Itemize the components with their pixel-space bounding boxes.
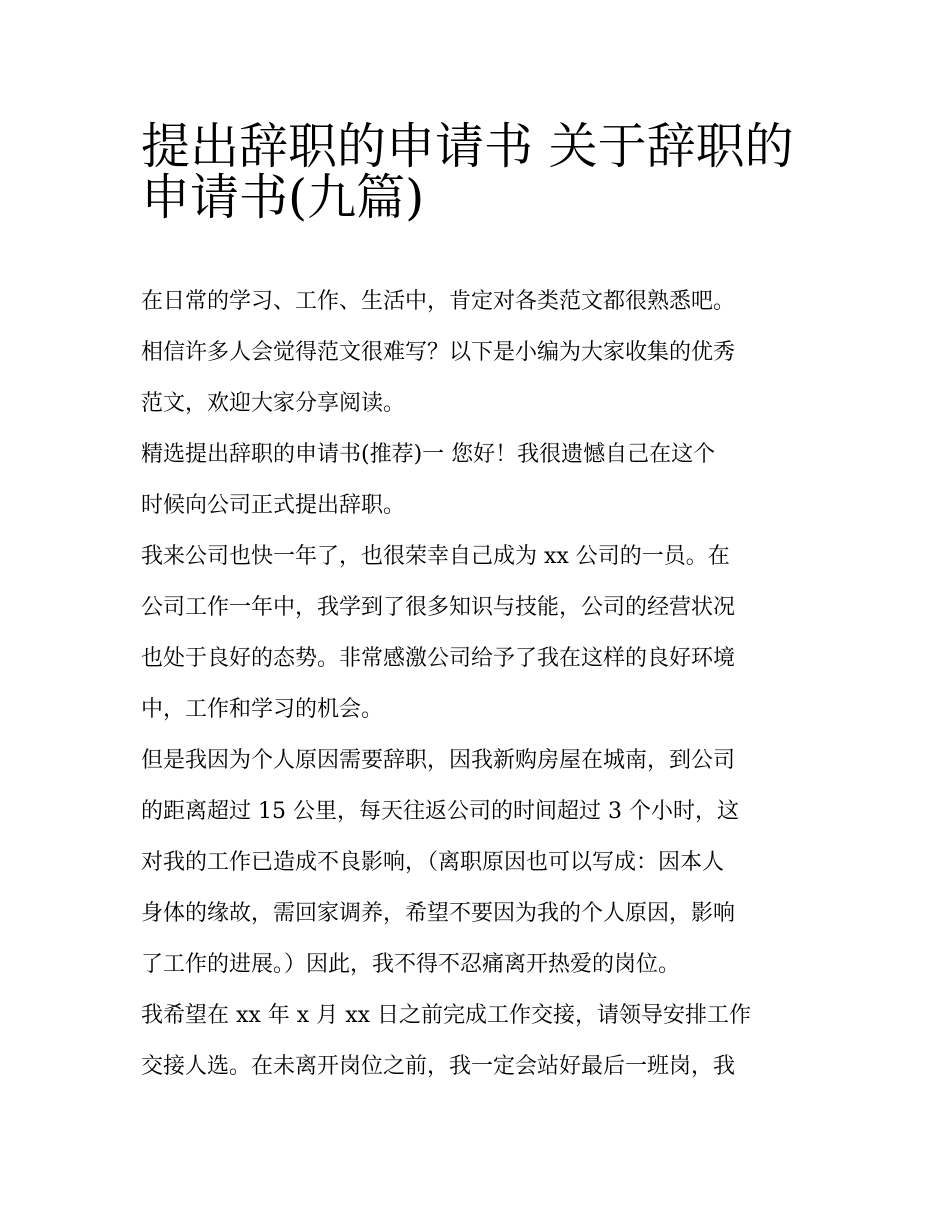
text-line: 对我的工作已造成不良影响，（离职原因也可以写成：因本人 [141, 850, 725, 875]
text-line: 中，工作和学习的机会。 [141, 697, 384, 722]
text-line: 的距离超过 15 公里，每天往返公司的时间超过 3 个小时，这 [141, 799, 739, 824]
text-line: 精选提出辞职的申请书(推荐)一 您好！我很遗憾自己在这个 [141, 442, 716, 467]
paragraph-selected-letter [141, 429, 815, 531]
text-line: 在日常的学习、工作、生活中，肯定对各类范文都很熟悉吧。 [141, 289, 736, 314]
text-line: 范文，欢迎大家分享阅读。 [141, 391, 406, 416]
text-line: 时候向公司正式提出辞职。 [141, 493, 406, 518]
paragraph-experience [141, 531, 815, 735]
text-line: 公司工作一年中，我学到了很多知识与技能，公司的经营状况 [141, 595, 736, 620]
text-line: 身体的缘故，需回家调养，希望不要因为我的个人原因，影响 [141, 901, 736, 926]
text-line: 也处于良好的态势。非常感激公司给予了我在这样的良好环境 [141, 646, 736, 671]
paragraph-intro [141, 276, 815, 429]
text-line: 我希望在 xx 年 x 月 xx 日之前完成工作交接，请领导安排工作 [141, 1003, 751, 1028]
paragraph-handover [141, 990, 815, 1092]
text-line: 相信许多人会觉得范文很难写？以下是小编为大家收集的优秀 [141, 340, 736, 365]
text-line: 但是我因为个人原因需要辞职，因我新购房屋在城南，到公司 [141, 748, 736, 773]
text-line: 了工作的进展。）因此，我不得不忍痛离开热爱的岗位。 [141, 952, 681, 977]
text-line: 交接人选。在未离开岗位之前，我一定会站好最后一班岗，我 [141, 1054, 736, 1079]
title-line: 提出辞职的申请书 关于辞职的 [141, 118, 794, 175]
text-line: 我来公司也快一年了，也很荣幸自己成为 xx 公司的一员。在 [141, 544, 730, 569]
paragraph-reason [141, 735, 815, 990]
document-title [141, 108, 821, 226]
title-line: 申请书(九篇) [141, 169, 425, 226]
document-body [141, 276, 815, 1092]
